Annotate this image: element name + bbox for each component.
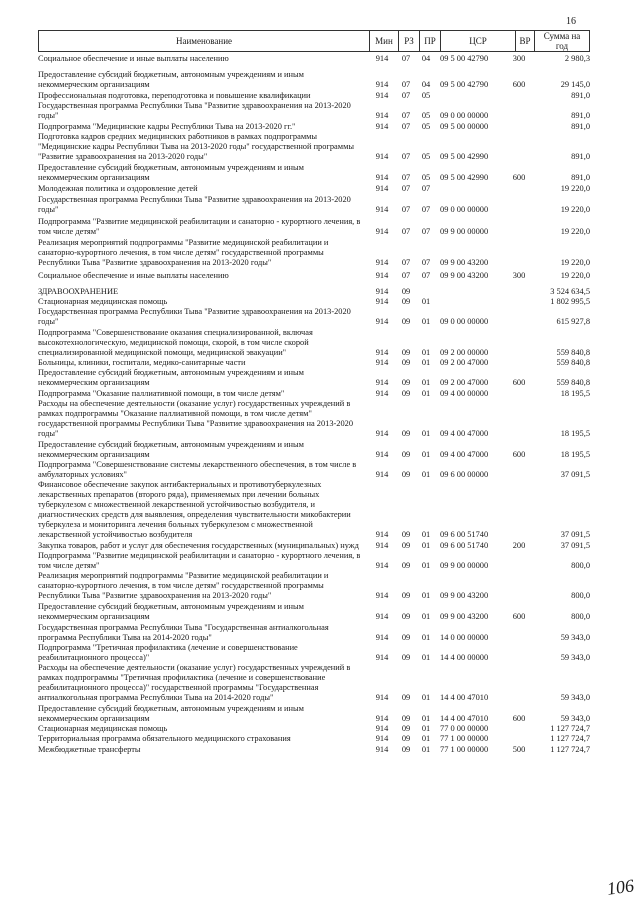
cell-min: 914: [375, 693, 389, 702]
cell-csr: 09 9 00 00000: [440, 561, 489, 570]
cell-min: 914: [375, 378, 389, 387]
cell-pr: 01: [421, 470, 431, 479]
cell-pr: 07: [421, 227, 431, 236]
cell-min: 914: [375, 173, 389, 182]
cell-min: 914: [375, 612, 389, 621]
cell-rz: 09: [401, 745, 411, 754]
cell-pr: 07: [421, 205, 431, 214]
cell-name: Подпрограмма "Медицинские кадры Республики Тыва на 2013-2020 гг.": [38, 122, 296, 131]
cell-min: 914: [375, 745, 389, 754]
cell-min: 914: [375, 111, 389, 120]
cell-sum: 19 220,0: [560, 258, 590, 267]
cell-sum: 1 802 995,5: [550, 297, 590, 306]
cell-sum: 1 127 724,7: [550, 734, 590, 743]
table-row: [38, 91, 590, 101]
cell-sum: 3 524 634,5: [550, 287, 590, 296]
header-name: Наименование: [39, 31, 370, 52]
cell-pr: 01: [421, 561, 431, 570]
header-pr: ПР: [420, 31, 441, 52]
cell-vr: 200: [512, 541, 526, 550]
cell-vr: 600: [512, 450, 526, 459]
table-row: [38, 70, 590, 90]
cell-sum: 19 220,0: [560, 227, 590, 236]
cell-name: Подпрограмма "Третичная профилактика (лечение и совершенствование реабилитационного процесса)": [38, 643, 298, 662]
cell-rz: 07: [401, 205, 411, 214]
cell-rz: 09: [401, 530, 411, 539]
cell-pr: 01: [421, 450, 431, 459]
cell-name: Расходы на обеспечение деятельности (оказание услуг) государственных учреждений в рамках подпрограммы "Оказание паллиативной помощи, в том числе детям" государственной программы Республики Тыва "Развитие здравоохранения на 2013-2020 годы": [38, 399, 354, 438]
cell-vr: 500: [512, 745, 526, 754]
cell-min: 914: [375, 91, 389, 100]
cell-pr: 01: [421, 633, 431, 642]
table-row: [38, 734, 590, 744]
cell-min: 914: [375, 714, 389, 723]
cell-pr: 01: [421, 734, 431, 743]
table-row: [38, 328, 590, 358]
page-number: 16: [566, 16, 576, 27]
cell-rz: 07: [401, 258, 411, 267]
cell-name: Государственная программа Республики Тыва "Развитие здравоохранения на 2013-2020 годы": [38, 101, 351, 120]
table-row: [38, 101, 590, 121]
cell-sum: 1 127 724,7: [550, 745, 590, 754]
cell-pr: 01: [421, 724, 431, 733]
cell-pr: 01: [421, 429, 431, 438]
header-min: Мин: [370, 31, 399, 52]
cell-min: 914: [375, 258, 389, 267]
cell-sum: 18 195,5: [560, 389, 590, 398]
cell-rz: 09: [401, 297, 411, 306]
cell-name: ЗДРАВООХРАНЕНИЕ: [38, 287, 119, 296]
cell-min: 914: [375, 122, 389, 131]
cell-name: Межбюджетные трансферты: [38, 745, 141, 754]
cell-name: Подготовка кадров средних медицинских работников в рамках подпрограммы "Медицинские кадры Республики Тыва на 2013-2020 годы" государственной программы "Развитие здравоохранения на 2013-2020 годы": [38, 132, 354, 161]
cell-pr: 01: [421, 317, 431, 326]
cell-sum: 1 127 724,7: [550, 724, 590, 733]
cell-pr: 01: [421, 541, 431, 550]
cell-csr: 77 1 00 00000: [440, 745, 489, 754]
cell-rz: 07: [401, 227, 411, 236]
cell-sum: 59 343,0: [560, 714, 590, 723]
cell-min: 914: [375, 271, 389, 280]
cell-pr: 07: [421, 271, 431, 280]
cell-csr: 09 0 00 00000: [440, 205, 489, 214]
table-row: [38, 399, 590, 439]
cell-name: Профессиональная подготовка, переподготовка и повышение квалификации: [38, 91, 311, 100]
cell-csr: 09 9 00 00000: [440, 227, 489, 236]
cell-pr: 04: [421, 54, 431, 63]
cell-pr: 07: [421, 184, 431, 193]
table-row: [38, 163, 590, 183]
table-row: [38, 132, 590, 162]
table-body: [38, 54, 590, 755]
table-row: [38, 602, 590, 622]
cell-csr: 09 0 00 00000: [440, 111, 489, 120]
table-row: [38, 217, 590, 237]
table-row: [38, 623, 590, 643]
table-row: [38, 238, 590, 268]
table-row: [38, 358, 590, 368]
cell-sum: 891,0: [571, 91, 590, 100]
cell-csr: 09 6 00 51740: [440, 530, 489, 539]
cell-name: Государственная программа Республики Тыва "Развитие здравоохранения на 2013-2020 годы": [38, 195, 351, 214]
header-sum: Сумма на год: [535, 31, 590, 52]
cell-csr: 09 6 00 51740: [440, 541, 489, 550]
cell-csr: 09 2 00 47000: [440, 358, 489, 367]
cell-name: Стационарная медицинская помощь: [38, 724, 168, 733]
table-row: [38, 745, 590, 755]
cell-csr: 14 4 00 00000: [440, 653, 489, 662]
cell-name: Предоставление субсидий бюджетным, автономным учреждениям и иным некоммерческим организациям: [38, 704, 304, 723]
cell-min: 914: [375, 530, 389, 539]
table-row: [38, 287, 590, 297]
header-vr: ВР: [516, 31, 535, 52]
cell-rz: 07: [401, 184, 411, 193]
table-row: [38, 643, 590, 663]
cell-pr: 01: [421, 745, 431, 754]
cell-sum: 891,0: [571, 111, 590, 120]
cell-pr: 01: [421, 389, 431, 398]
cell-name: Реализация мероприятий подпрограммы "Развитие медицинской реабилитации и санаторно-курортного лечения, в том числе детям" государственной программы Республики Тыва "Развитие здравоохранения на 2013-2020 годы": [38, 238, 329, 267]
cell-rz: 09: [401, 470, 411, 479]
cell-sum: 891,0: [571, 152, 590, 161]
cell-min: 914: [375, 227, 389, 236]
cell-vr: 600: [512, 612, 526, 621]
cell-pr: 01: [421, 693, 431, 702]
cell-rz: 09: [401, 450, 411, 459]
header-rz: РЗ: [399, 31, 420, 52]
cell-sum: 29 145,0: [560, 80, 590, 89]
cell-pr: 05: [421, 122, 431, 131]
cell-rz: 09: [401, 317, 411, 326]
cell-rz: 09: [401, 714, 411, 723]
cell-rz: 09: [401, 612, 411, 621]
cell-min: 914: [375, 358, 389, 367]
cell-rz: 09: [401, 429, 411, 438]
header-csr: ЦСР: [441, 31, 516, 52]
table-header: [38, 30, 590, 52]
cell-sum: 59 343,0: [560, 653, 590, 662]
cell-rz: 09: [401, 693, 411, 702]
cell-pr: 01: [421, 348, 431, 357]
cell-pr: 05: [421, 111, 431, 120]
cell-name: Подпрограмма "Оказание паллиативной помощи, в том числе детям": [38, 389, 285, 398]
cell-rz: 07: [401, 80, 411, 89]
cell-name: Предоставление субсидий бюджетным, автономным учреждениям и иным некоммерческим организациям: [38, 368, 304, 387]
cell-min: 914: [375, 80, 389, 89]
cell-name: Государственная программа Республики Тыва "Государственная антиалкогольная программа Республики Тыва на 2014-2020 годы": [38, 623, 329, 642]
cell-min: 914: [375, 297, 389, 306]
cell-name: Подпрограмма "Совершенствование системы лекарственного обеспечения, в том числе в амбулаторных условиях": [38, 460, 357, 479]
cell-name: Закупка товаров, работ и услуг для обеспечения государственных (муниципальных) нужд: [38, 541, 359, 550]
cell-csr: 77 0 00 00000: [440, 724, 489, 733]
cell-csr: 14 4 00 47010: [440, 693, 489, 702]
cell-sum: 59 343,0: [560, 633, 590, 642]
cell-min: 914: [375, 317, 389, 326]
table-row: [38, 184, 590, 194]
table-row: [38, 440, 590, 460]
cell-pr: 07: [421, 258, 431, 267]
cell-pr: 01: [421, 358, 431, 367]
cell-name: Подпрограмма "Совершенствование оказания специализированной, включая высокотехнологическую, медицинской помощи, скорой, в том числе скорой специализированной медицинской помощи, медицинской эвакуации": [38, 328, 313, 357]
cell-sum: 800,0: [571, 612, 590, 621]
cell-rz: 09: [401, 561, 411, 570]
cell-name: Подпрограмма "Развитие медицинской реабилитации и санаторно - курортного лечения, в том числе детям": [38, 551, 361, 570]
cell-min: 914: [375, 389, 389, 398]
cell-sum: 559 840,8: [556, 348, 590, 357]
table-row: [38, 460, 590, 480]
cell-min: 914: [375, 541, 389, 550]
cell-rz: 09: [401, 591, 411, 600]
cell-rz: 07: [401, 152, 411, 161]
table-row: [38, 122, 590, 132]
cell-min: 914: [375, 287, 389, 296]
handwritten-sheet-number: 106: [605, 875, 636, 899]
cell-pr: 01: [421, 591, 431, 600]
cell-name: Государственная программа Республики Тыва "Развитие здравоохранения на 2013-2020 годы": [38, 307, 351, 326]
cell-csr: 14 4 00 47010: [440, 714, 489, 723]
table-row: [38, 297, 590, 307]
cell-sum: 800,0: [571, 561, 590, 570]
cell-csr: 09 5 00 42790: [440, 54, 489, 63]
cell-sum: 800,0: [571, 591, 590, 600]
cell-sum: 18 195,5: [560, 450, 590, 459]
table-row: [38, 368, 590, 388]
cell-sum: 891,0: [571, 173, 590, 182]
cell-pr: 01: [421, 653, 431, 662]
cell-min: 914: [375, 450, 389, 459]
cell-rz: 07: [401, 173, 411, 182]
cell-rz: 07: [401, 111, 411, 120]
cell-vr: 600: [512, 378, 526, 387]
cell-min: 914: [375, 348, 389, 357]
cell-rz: 09: [401, 389, 411, 398]
cell-pr: 01: [421, 612, 431, 621]
cell-min: 914: [375, 633, 389, 642]
cell-csr: 09 9 00 43200: [440, 271, 489, 280]
cell-csr: 09 5 00 42990: [440, 152, 489, 161]
cell-csr: 09 5 00 00000: [440, 122, 489, 131]
cell-rz: 09: [401, 287, 411, 296]
cell-name: Предоставление субсидий бюджетным, автономным учреждениям и иным некоммерческим организациям: [38, 440, 304, 459]
cell-rz: 09: [401, 653, 411, 662]
table-row: [38, 307, 590, 327]
cell-vr: 600: [512, 173, 526, 182]
table-row: [38, 663, 590, 703]
cell-rz: 09: [401, 378, 411, 387]
table-row: [38, 389, 590, 399]
cell-name: Финансовое обеспечение закупок антибактериальных и противотуберкулезных лекарственных препаратов (второго ряда), применяемых при лечении больных туберкулезом с множественной лекарственной устойчивостью возбудителя, и диагностических средств для выявления, определения чувствительности микобактерии туберкулеза и мониторинга лечения больных туберкулезом с множественной лекарственной устойчивостью возбудителя: [38, 480, 351, 539]
table-row: [38, 195, 590, 215]
cell-csr: 09 9 00 43200: [440, 258, 489, 267]
cell-csr: 09 4 00 00000: [440, 389, 489, 398]
cell-sum: 2 980,3: [564, 54, 590, 63]
cell-csr: 09 5 00 42790: [440, 80, 489, 89]
cell-csr: 09 4 00 47000: [440, 450, 489, 459]
cell-csr: 09 6 00 00000: [440, 470, 489, 479]
cell-sum: 18 195,5: [560, 429, 590, 438]
cell-csr: 09 2 00 00000: [440, 348, 489, 357]
cell-pr: 01: [421, 530, 431, 539]
cell-sum: 37 091,5: [560, 470, 590, 479]
cell-rz: 09: [401, 358, 411, 367]
cell-csr: 09 2 00 47000: [440, 378, 489, 387]
cell-sum: 559 840,8: [556, 358, 590, 367]
cell-name: Предоставление субсидий бюджетным, автономным учреждениям и иным некоммерческим организациям: [38, 602, 304, 621]
cell-name: Подпрограмма "Развитие медицинской реабилитации и санаторно - курортного лечения, в том числе детям": [38, 217, 361, 236]
cell-pr: 04: [421, 80, 431, 89]
table-row: [38, 54, 590, 64]
cell-pr: 01: [421, 378, 431, 387]
table-row: [38, 541, 590, 551]
cell-name: Предоставление субсидий бюджетным, автономным учреждениям и иным некоммерческим организациям: [38, 163, 304, 182]
cell-rz: 09: [401, 734, 411, 743]
table-row: [38, 724, 590, 734]
cell-rz: 09: [401, 724, 411, 733]
cell-rz: 07: [401, 271, 411, 280]
cell-sum: 59 343,0: [560, 693, 590, 702]
cell-sum: 19 220,0: [560, 184, 590, 193]
cell-name: Предоставление субсидий бюджетным, автономным учреждениям и иным некоммерческим организациям: [38, 70, 304, 89]
cell-sum: 615 927,8: [556, 317, 590, 326]
table-row: [38, 571, 590, 601]
cell-min: 914: [375, 724, 389, 733]
table-row: [38, 271, 590, 281]
cell-name: Реализация мероприятий подпрограммы "Развитие медицинской реабилитации и санаторно-курортного лечения, в том числе детям" государственной программы Республики Тыва "Развитие здравоохранения на 2013-2020 годы": [38, 571, 329, 600]
cell-csr: 09 4 00 47000: [440, 429, 489, 438]
cell-pr: 05: [421, 91, 431, 100]
cell-sum: 37 091,5: [560, 530, 590, 539]
table-row: [38, 480, 590, 540]
cell-min: 914: [375, 470, 389, 479]
cell-name: Расходы на обеспечение деятельности (оказание услуг) государственных учреждений в рамках подпрограммы "Третичная профилактика (лечение и совершенствование реабилитационного процесса)" государственной программы "Государственная антиалкогольная программа Республики Тыва на 2014-2020 годы": [38, 663, 351, 702]
table-row: [38, 551, 590, 571]
cell-sum: 559 840,8: [556, 378, 590, 387]
cell-csr: 09 0 00 00000: [440, 317, 489, 326]
cell-name: Стационарная медицинская помощь: [38, 297, 168, 306]
cell-min: 914: [375, 429, 389, 438]
cell-pr: 05: [421, 152, 431, 161]
cell-name: Молодежная политика и оздоровление детей: [38, 184, 198, 193]
cell-sum: 19 220,0: [560, 205, 590, 214]
table-row: [38, 704, 590, 724]
cell-min: 914: [375, 561, 389, 570]
cell-min: 914: [375, 184, 389, 193]
cell-min: 914: [375, 591, 389, 600]
cell-csr: 14 0 00 00000: [440, 633, 489, 642]
cell-csr: 09 5 00 42990: [440, 173, 489, 182]
cell-sum: 37 091,5: [560, 541, 590, 550]
cell-min: 914: [375, 54, 389, 63]
cell-sum: 891,0: [571, 122, 590, 131]
cell-sum: 19 220,0: [560, 271, 590, 280]
cell-rz: 09: [401, 348, 411, 357]
cell-vr: 300: [512, 54, 526, 63]
cell-min: 914: [375, 152, 389, 161]
cell-vr: 600: [512, 80, 526, 89]
cell-rz: 07: [401, 91, 411, 100]
cell-vr: 300: [512, 271, 526, 280]
cell-name: Больницы, клиники, госпитали, медико-санитарные части: [38, 358, 246, 367]
cell-name: Территориальная программа обязательного медицинского страхования: [38, 734, 291, 743]
cell-csr: 77 1 00 00000: [440, 734, 489, 743]
cell-pr: 01: [421, 297, 431, 306]
cell-min: 914: [375, 653, 389, 662]
cell-csr: 09 9 00 43200: [440, 591, 489, 600]
cell-pr: 01: [421, 714, 431, 723]
cell-name: Социальное обеспечение и иные выплаты населению: [38, 271, 229, 280]
cell-name: Социальное обеспечение и иные выплаты населению: [38, 54, 229, 63]
cell-rz: 09: [401, 633, 411, 642]
cell-rz: 09: [401, 541, 411, 550]
cell-min: 914: [375, 205, 389, 214]
cell-rz: 07: [401, 54, 411, 63]
cell-vr: 600: [512, 714, 526, 723]
cell-rz: 07: [401, 122, 411, 131]
cell-pr: 05: [421, 173, 431, 182]
cell-min: 914: [375, 734, 389, 743]
cell-csr: 09 9 00 43200: [440, 612, 489, 621]
